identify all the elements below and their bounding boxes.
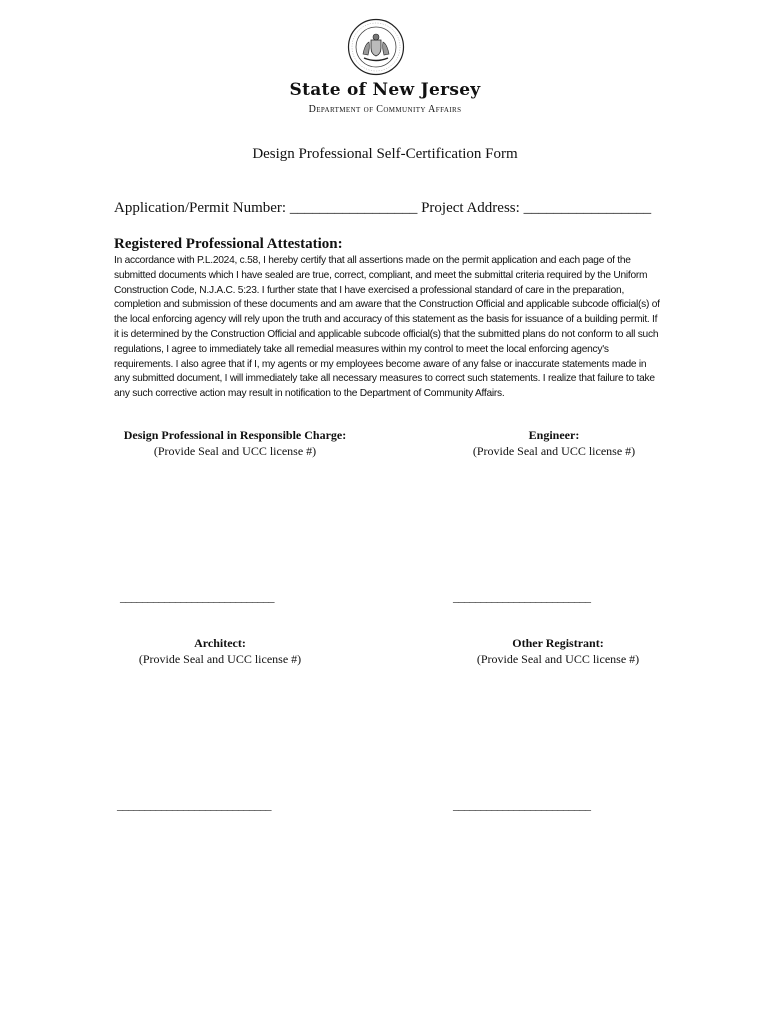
attestation-heading: Registered Professional Attestation: bbox=[114, 236, 343, 252]
other-registrant-note: (Provide Seal and UCC license #) bbox=[476, 652, 640, 666]
project-address-field[interactable]: _________________ bbox=[523, 200, 652, 216]
architect-block bbox=[110, 635, 330, 667]
state-name: State of New Jersey bbox=[289, 80, 481, 100]
permit-address-line bbox=[114, 200, 651, 217]
design-professional-block bbox=[110, 427, 360, 459]
permit-number-label: Application/Permit Number: bbox=[114, 200, 287, 216]
engineer-note: (Provide Seal and UCC license #) bbox=[472, 444, 636, 458]
permit-number-field[interactable]: _________________ bbox=[289, 200, 418, 216]
other-registrant-label: Other Registrant: bbox=[512, 636, 604, 650]
nj-state-seal-icon bbox=[347, 18, 405, 76]
department-name: Department of Community Affairs bbox=[308, 104, 462, 115]
other-registrant-block bbox=[448, 635, 668, 667]
design-professional-signature-line[interactable]: ____________________________ bbox=[120, 590, 274, 604]
architect-label: Architect: bbox=[194, 636, 246, 650]
attestation-body: In accordance with P.L.2024, c.58, I hereby certify that all assertions made on the permit application and each page of the submitted documents which I have sealed are true, correct, compliant, and meet the submittal criteria required by the Uniform Construction Code, N.J.A.C. 5:23. I further state that I have exercised a professional standard of care in the preparation, completion and submission of these documents and am aware that the Construction Official and applicable subcode official(s) of the local enforcing agency will rely upon the truth and accuracy of this statement as the basis for issuance of a building permit. If it is determined by the Construction Official and applicable subcode official(s) that the submitted plans do not conform to all such regulations, I agree to immediately take all remedial measures within my control to meet the local enforcing agency's requirements. I also agree that if I, my agents or my employees become aware of any false or inaccurate statements made in any submitted document, I will immediately take all necessary measures to correct such statements. I realize that failure to take any such corrective action may result in notification to the Department of Community Affairs. bbox=[114, 255, 660, 400]
engineer-label: Engineer: bbox=[528, 428, 580, 442]
architect-signature-line[interactable]: ____________________________ bbox=[117, 798, 271, 812]
engineer-signature-line[interactable]: _________________________ bbox=[453, 590, 591, 604]
design-professional-note: (Provide Seal and UCC license #) bbox=[153, 444, 317, 458]
project-address-label: Project Address: bbox=[421, 200, 520, 216]
form-title: Design Professional Self-Certification Form bbox=[252, 146, 518, 162]
engineer-block bbox=[444, 427, 664, 459]
design-professional-label: Design Professional in Responsible Charge: bbox=[123, 428, 347, 442]
other-registrant-signature-line[interactable]: _________________________ bbox=[453, 798, 591, 812]
architect-note: (Provide Seal and UCC license #) bbox=[138, 652, 302, 666]
